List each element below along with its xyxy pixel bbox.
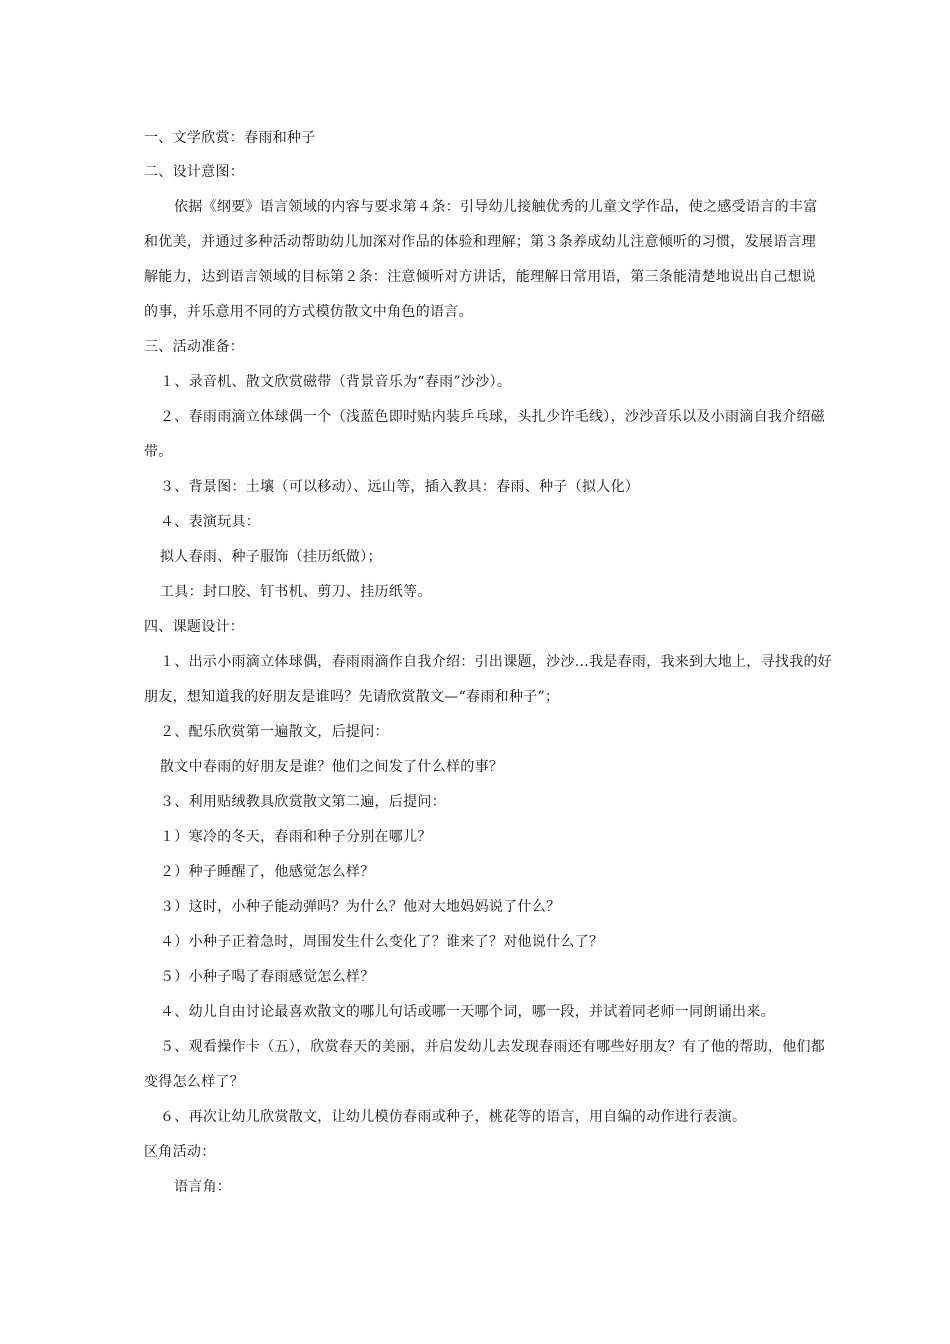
list-item-continuation: 朋友，想知道我的好朋友是谁吗？先请欣赏散文—“春雨和种子”； — [144, 689, 560, 705]
list-item: ４、幼儿自由讨论最喜欢散文的哪儿句话或哪一天哪个词，哪一段，并试着同老师一同朗诵出来。 — [160, 1004, 775, 1020]
section-heading-corner-activities: 区角活动： — [144, 1144, 216, 1160]
section-heading-lesson-design: 四、课题设计： — [144, 619, 245, 635]
list-item-continuation: 带。 — [144, 444, 173, 460]
list-item: １、出示小雨滴立体球偶，春雨雨滴作自我介绍：引出课题，沙沙…我是春雨，我来到大地上，寻找我的好 — [160, 654, 833, 670]
paragraph-line: 和优美，并通过多种活动帮助幼儿加深对作品的体验和理解；第３条养成幼儿注意倾听的习惯，发展语言理 — [144, 234, 817, 250]
question: ３）这时，小种子能动弹吗？为什么？他对大地妈妈说了什么？ — [160, 899, 561, 915]
sub-item: 工具：封口胶、钉书机、剪刀、挂历纸等。 — [160, 584, 432, 600]
list-item: ５、观看操作卡（五），欣赏春天的美丽，并启发幼儿去发现春雨还有哪些好朋友？有了他的帮助，他们都 — [160, 1039, 826, 1055]
list-item: ３、利用贴绒教具欣赏散文第二遍，后提问： — [160, 794, 446, 810]
list-item: ２、春雨雨滴立体球偶一个（浅蓝色即时贴内装乒乓球，头扎少许毛线），沙沙音乐以及小雨滴自我介绍磁 — [160, 409, 826, 425]
question: 散文中春雨的好朋友是谁？他们之间发了什么样的事？ — [160, 759, 504, 775]
sub-heading-language-corner: 语言角： — [174, 1179, 232, 1195]
list-item: ６、再次让幼儿欣赏散文，让幼儿模仿春雨或种子，桃花等的语言，用自编的动作进行表演。 — [160, 1109, 747, 1125]
list-item-continuation: 变得怎么样了？ — [144, 1074, 245, 1090]
question: ４）小种子正着急时，周围发生什么变化了？谁来了？对他说什么了？ — [160, 934, 604, 950]
question: ２）种子睡醒了，他感觉怎么样？ — [160, 864, 375, 880]
list-item: ２、配乐欣赏第一遍散文，后提问： — [160, 724, 389, 740]
section-heading-preparation: 三、活动准备： — [144, 339, 245, 355]
paragraph-line: 的事，并乐意用不同的方式模仿散文中角色的语言。 — [144, 304, 473, 320]
section-heading-design-intent: 二、设计意图： — [144, 164, 245, 180]
section-heading-literature: 一、文学欣赏：春雨和种子 — [144, 130, 316, 146]
list-item: ４、表演玩具： — [160, 514, 261, 530]
list-item: １、录音机、散文欣赏磁带（背景音乐为“春雨”沙沙）。 — [160, 374, 512, 390]
list-item: ３、背景图：土壤（可以移动）、远山等，插入教具：春雨、种子（拟人化） — [160, 479, 640, 495]
question: ５）小种子喝了春雨感觉怎么样？ — [160, 969, 375, 985]
sub-item: 拟人春雨、种子服饰（挂历纸做）； — [160, 549, 382, 565]
paragraph-line: 依据《纲要》语言领域的内容与要求第４条：引导幼儿接触优秀的儿童文学作品，使之感受语言的丰富 — [174, 199, 818, 215]
paragraph-line: 解能力，达到语言领域的目标第２条：注意倾听对方讲话，能理解日常用语，第三条能清楚地说出自己想说 — [144, 269, 817, 285]
question: １）寒冷的冬天，春雨和种子分别在哪儿？ — [160, 829, 432, 845]
